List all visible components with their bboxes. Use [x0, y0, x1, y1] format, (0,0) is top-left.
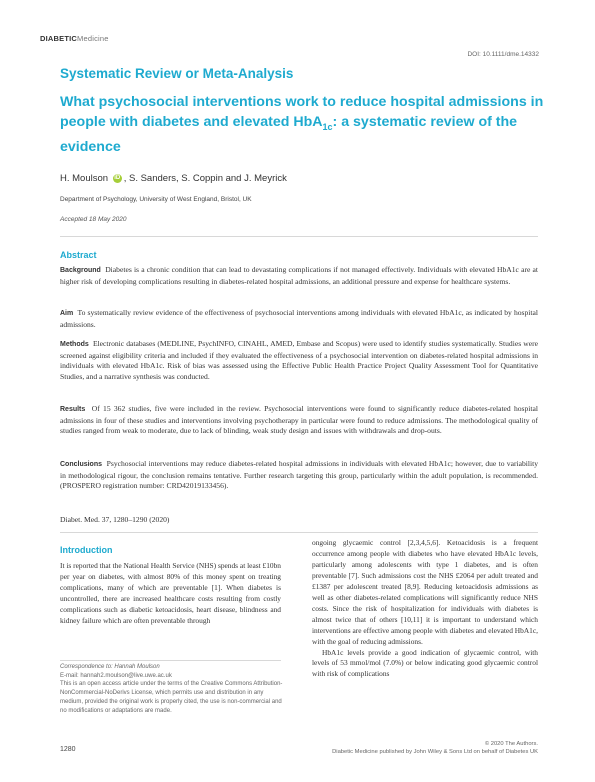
title-subscript: 1c [322, 121, 333, 132]
article-title [60, 92, 550, 157]
results-text: Of 15 362 studies, five were included in the review. Psychosocial interventions were found to significantly reduce diabetes-related hospital admissions in four of these studies and interventions involving psychotherapy in particular were found to reduce admissions. The methodological quality of studies ranged from weak to moderate, due to lack of blinding, weak study design and issues with withdrawals and drop-outs. [60, 404, 539, 436]
results-label: Results [60, 406, 86, 413]
journal-brand [40, 34, 109, 43]
background-label: Background [60, 267, 101, 274]
orcid-icon[interactable]: iD [114, 174, 121, 181]
abstract-aim [60, 308, 538, 330]
aim-label: Aim [60, 310, 74, 317]
aim-text: To systematically review evidence of the effectiveness of psychosocial interventions among individuals with elevated HbA1c, as indicated by hospital admissions. [60, 308, 538, 329]
author-rest: , S. Sanders, S. Coppin and J. Meyrick [123, 173, 287, 184]
abstract-background [60, 265, 538, 287]
intro-column-2 [312, 538, 538, 680]
title-part2: : a systematic review of the evidence [60, 114, 518, 155]
abstract-conclusions [60, 459, 538, 492]
abstract-methods [60, 339, 538, 383]
intro-paragraph: HbA1c levels provide a good indication of glycaemic control, with levels of 53 mmol/mol (7.0%) or below indicating good glycaemic control with risk of complications [312, 647, 538, 679]
author-list [60, 173, 287, 184]
author-first[interactable]: H. Moulson [60, 173, 109, 184]
background-text: Diabetes is a chronic condition that can lead to devastating complications if not managed effectively. Individuals with elevated HbA1c are at higher risk of developing complications resulting in diabetes-related hospital admissions, an additional pressure and expense for healthcare systems. [60, 265, 539, 286]
conclusions-text: Psychosocial interventions may reduce diabetes-related hospital admissions in individuals with elevated HbA1c; however, due to variability in methodological rigour, the conclusion remains tentative. Further research targeting this group, particularly within the adult population, is recommended. (PROSPERO registration number: CRD42019133456). [60, 459, 539, 491]
footnote [60, 663, 288, 715]
license-text: This is an open access article under the terms of the Creative Commons Attribution-NonCommercial-NoDerivs License, which permits use and distribution in any medium, provided the original work is properly cited, the use is non-commercial and no modifications or adaptations are made. [60, 681, 283, 714]
abstract-heading: Abstract [60, 250, 97, 260]
accepted-date: Accepted 18 May 2020 [60, 216, 127, 223]
divider [60, 236, 538, 237]
methods-label: Methods [60, 341, 89, 348]
intro-paragraph: ongoing glycaemic control [2,3,4,5,6]. Ketoacidosis is a frequent occurrence among people with diabetes who have elevated HbA1c levels, particularly among adolescents with type 1 diabetes, and is often preventable [7]. Such admissions cost the NHS £2064 per adult treated and £1387 per adolescent treated [8,9]. Reducing ketoacidosis admissions as well as other diabetes-related complications will significantly reduce NHS costs. Since the risk of hospitalization for individuals with diabetes is almost twice that of others [10,11] it is important to understand which interventions are effective among people with diabetes and elevated HbA1c, with the goal of reducing admissions. [312, 538, 538, 646]
citation: Diabet. Med. 37, 1280–1290 (2020) [60, 515, 170, 524]
article-section: Systematic Review or Meta-Analysis [60, 66, 294, 81]
page-number: 1280 [60, 746, 76, 753]
intro-column-1: It is reported that the National Health Service (NHS) spends at least £10bn per year on diabetes, with almost 80% of this money spent on treating complications, many of which are preventable [1]. When diabetes is uncontrolled, there are increased healthcare costs resulting from costly complications such as diabetic ketoacidosis, heart disease, blindness and kidney failure which are often preventable through [60, 561, 281, 625]
introduction-heading: Introduction [60, 545, 113, 555]
journal-brand-rest: Medicine [77, 34, 109, 43]
footnote-divider [60, 660, 281, 661]
journal-brand-bold: DIABETIC [40, 34, 78, 43]
methods-text: Electronic databases (MEDLINE, PsychINFO, CINAHL, AMED, Embase and Scopus) were used to identify studies systematically. Studies were screened against eligibility criteria and included if they evaluated the effectiveness of a psychosocial intervention on diabetes-related hospital admissions in individuals with elevated HbA1c. Risk of bias was assessed using the Effective Public Health Practice Project Quality Assessment Tool for Quantitative Studies, and a narrative synthesis was conducted. [60, 339, 538, 382]
conclusions-label: Conclusions [60, 461, 103, 468]
divider [60, 532, 538, 533]
publisher-line: Diabetic Medicine published by John Wiley & Sons Ltd on behalf of Diabetes UK [332, 749, 538, 755]
title-part1: What psychosocial interventions work to reduce hospital admissions in people with diabetes and elevated HbA [60, 94, 544, 130]
copyright [332, 740, 538, 756]
doi[interactable]: DOI: 10.1111/dme.14332 [467, 51, 539, 58]
email[interactable]: E-mail: hannah2.moulson@live.uwe.ac.uk [60, 672, 172, 679]
affiliation: Department of Psychology, University of West England, Bristol, UK [60, 196, 252, 203]
correspondence: Correspondence to: Hannah Moulson [60, 664, 160, 670]
abstract-results [60, 404, 538, 437]
copyright-line: © 2020 The Authors. [484, 741, 538, 747]
